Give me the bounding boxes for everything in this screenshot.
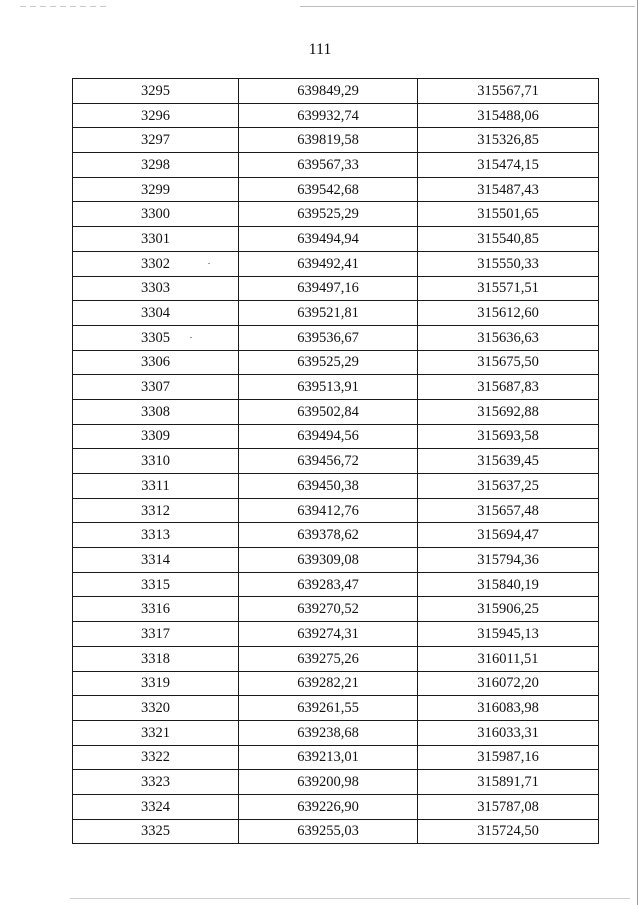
point-number-cell: 3317 xyxy=(73,622,239,647)
point-number-cell: 3310 xyxy=(73,449,239,474)
table-row xyxy=(73,548,599,573)
scan-edge-top-right xyxy=(300,6,635,7)
scan-speck xyxy=(208,263,210,264)
point-number-cell: 3319 xyxy=(73,671,239,696)
table-row xyxy=(73,745,599,770)
x-coordinate-cell: 639819,58 xyxy=(239,128,418,153)
x-coordinate-cell: 639494,94 xyxy=(239,227,418,252)
x-coordinate-cell: 639492,41 xyxy=(239,251,418,276)
x-coordinate-cell: 639213,01 xyxy=(239,745,418,770)
table-row xyxy=(73,399,599,424)
y-coordinate-cell: 315487,43 xyxy=(418,177,599,202)
y-coordinate-cell: 315501,65 xyxy=(418,202,599,227)
table-row xyxy=(73,79,599,104)
y-coordinate-cell: 316083,98 xyxy=(418,696,599,721)
table-row xyxy=(73,177,599,202)
point-number-cell: 3313 xyxy=(73,523,239,548)
x-coordinate-cell: 639849,29 xyxy=(239,79,418,104)
x-coordinate-cell: 639932,74 xyxy=(239,103,418,128)
y-coordinate-cell: 315488,06 xyxy=(418,103,599,128)
y-coordinate-cell: 315687,83 xyxy=(418,375,599,400)
point-number-cell: 3304 xyxy=(73,301,239,326)
table-row xyxy=(73,276,599,301)
point-number-cell: 3303 xyxy=(73,276,239,301)
point-number-cell: 3323 xyxy=(73,770,239,795)
y-coordinate-cell: 315987,16 xyxy=(418,745,599,770)
table-row xyxy=(73,375,599,400)
y-coordinate-cell: 315906,25 xyxy=(418,597,599,622)
y-coordinate-cell: 315637,25 xyxy=(418,474,599,499)
y-coordinate-cell: 315612,60 xyxy=(418,301,599,326)
point-number-cell: 3307 xyxy=(73,375,239,400)
x-coordinate-cell: 639274,31 xyxy=(239,622,418,647)
table-row xyxy=(73,720,599,745)
point-number-cell: 3324 xyxy=(73,794,239,819)
table-row xyxy=(73,597,599,622)
table-row xyxy=(73,202,599,227)
y-coordinate-cell: 315693,58 xyxy=(418,424,599,449)
point-number-cell: 3306 xyxy=(73,350,239,375)
x-coordinate-cell: 639261,55 xyxy=(239,696,418,721)
table-row xyxy=(73,572,599,597)
y-coordinate-cell: 315840,19 xyxy=(418,572,599,597)
point-number-cell: 3316 xyxy=(73,597,239,622)
x-coordinate-cell: 639525,29 xyxy=(239,202,418,227)
point-number-cell: 3301 xyxy=(73,227,239,252)
x-coordinate-cell: 639255,03 xyxy=(239,819,418,844)
table-row xyxy=(73,301,599,326)
scan-speck xyxy=(190,337,192,338)
y-coordinate-cell: 315474,15 xyxy=(418,153,599,178)
y-coordinate-cell: 316072,20 xyxy=(418,671,599,696)
table-row xyxy=(73,227,599,252)
x-coordinate-cell: 639412,76 xyxy=(239,498,418,523)
y-coordinate-cell: 315675,50 xyxy=(418,350,599,375)
x-coordinate-cell: 639283,47 xyxy=(239,572,418,597)
point-number-cell: 3308 xyxy=(73,399,239,424)
table-row xyxy=(73,424,599,449)
table-row xyxy=(73,770,599,795)
y-coordinate-cell: 315540,85 xyxy=(418,227,599,252)
x-coordinate-cell: 639282,21 xyxy=(239,671,418,696)
table-row xyxy=(73,449,599,474)
y-coordinate-cell: 315724,50 xyxy=(418,819,599,844)
point-number-cell: 3314 xyxy=(73,548,239,573)
y-coordinate-cell: 315945,13 xyxy=(418,622,599,647)
x-coordinate-cell: 639270,52 xyxy=(239,597,418,622)
coordinates-table-body xyxy=(73,79,599,844)
point-number-cell: 3305 xyxy=(73,325,239,350)
x-coordinate-cell: 639536,67 xyxy=(239,325,418,350)
x-coordinate-cell: 639450,38 xyxy=(239,474,418,499)
y-coordinate-cell: 315694,47 xyxy=(418,523,599,548)
y-coordinate-cell: 315639,45 xyxy=(418,449,599,474)
table-row xyxy=(73,103,599,128)
y-coordinate-cell: 315567,71 xyxy=(418,79,599,104)
point-number-cell: 3300 xyxy=(73,202,239,227)
y-coordinate-cell: 315326,85 xyxy=(418,128,599,153)
table-row xyxy=(73,819,599,844)
y-coordinate-cell: 315571,51 xyxy=(418,276,599,301)
x-coordinate-cell: 639567,33 xyxy=(239,153,418,178)
x-coordinate-cell: 639542,68 xyxy=(239,177,418,202)
page-number: 111 xyxy=(308,41,332,58)
x-coordinate-cell: 639513,91 xyxy=(239,375,418,400)
x-coordinate-cell: 639378,62 xyxy=(239,523,418,548)
x-coordinate-cell: 639525,29 xyxy=(239,350,418,375)
y-coordinate-cell: 316011,51 xyxy=(418,646,599,671)
y-coordinate-cell: 315657,48 xyxy=(418,498,599,523)
table-row xyxy=(73,474,599,499)
y-coordinate-cell: 315787,08 xyxy=(418,794,599,819)
x-coordinate-cell: 639200,98 xyxy=(239,770,418,795)
y-coordinate-cell: 315692,88 xyxy=(418,399,599,424)
x-coordinate-cell: 639497,16 xyxy=(239,276,418,301)
scan-edge-right xyxy=(637,0,638,905)
point-number-cell: 3298 xyxy=(73,153,239,178)
point-number-cell: 3321 xyxy=(73,720,239,745)
point-number-cell: 3311 xyxy=(73,474,239,499)
point-number-cell: 3315 xyxy=(73,572,239,597)
point-number-cell: 3297 xyxy=(73,128,239,153)
table-row xyxy=(73,671,599,696)
point-number-cell: 3325 xyxy=(73,819,239,844)
point-number-cell: 3309 xyxy=(73,424,239,449)
table-row xyxy=(73,128,599,153)
point-number-cell: 3318 xyxy=(73,646,239,671)
y-coordinate-cell: 315794,36 xyxy=(418,548,599,573)
x-coordinate-cell: 639456,72 xyxy=(239,449,418,474)
y-coordinate-cell: 316033,31 xyxy=(418,720,599,745)
table-row xyxy=(73,622,599,647)
scan-edge-bottom xyxy=(70,898,630,899)
point-number-cell: 3299 xyxy=(73,177,239,202)
table-row xyxy=(73,646,599,671)
y-coordinate-cell: 315636,63 xyxy=(418,325,599,350)
x-coordinate-cell: 639494,56 xyxy=(239,424,418,449)
x-coordinate-cell: 639238,68 xyxy=(239,720,418,745)
table-row xyxy=(73,325,599,350)
point-number-cell: 3322 xyxy=(73,745,239,770)
table-row xyxy=(73,251,599,276)
x-coordinate-cell: 639275,26 xyxy=(239,646,418,671)
y-coordinate-cell: 315891,71 xyxy=(418,770,599,795)
x-coordinate-cell: 639309,08 xyxy=(239,548,418,573)
table-row xyxy=(73,498,599,523)
x-coordinate-cell: 639521,81 xyxy=(239,301,418,326)
x-coordinate-cell: 639226,90 xyxy=(239,794,418,819)
coordinates-table xyxy=(72,78,599,844)
table-row xyxy=(73,350,599,375)
point-number-cell: 3296 xyxy=(73,103,239,128)
x-coordinate-cell: 639502,84 xyxy=(239,399,418,424)
y-coordinate-cell: 315550,33 xyxy=(418,251,599,276)
point-number-cell: 3302 xyxy=(73,251,239,276)
table-row xyxy=(73,794,599,819)
point-number-cell: 3312 xyxy=(73,498,239,523)
table-row xyxy=(73,153,599,178)
point-number-cell: 3295 xyxy=(73,79,239,104)
table-row xyxy=(73,696,599,721)
table-row xyxy=(73,523,599,548)
scan-edge-top xyxy=(20,6,110,7)
point-number-cell: 3320 xyxy=(73,696,239,721)
